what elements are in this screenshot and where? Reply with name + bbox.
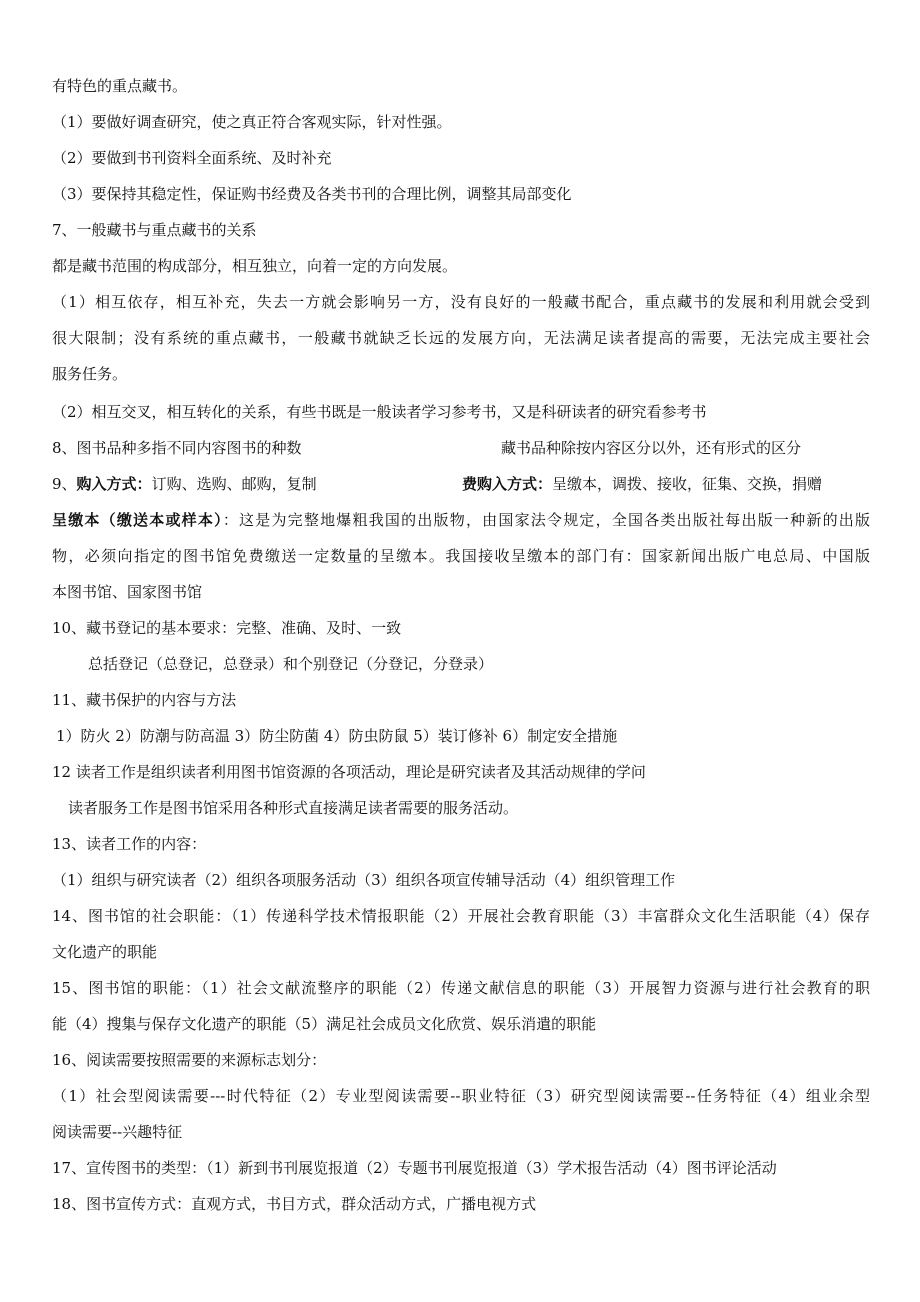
- text-line: （2）要做到书刊资料全面系统、及时补充: [52, 149, 332, 167]
- text-line: （3）要保持其稳定性，保证购书经费及各类书刊的合理比例，调整其局部变化: [52, 185, 572, 203]
- text-line: 1）防火 2）防潮与防高温 3）防尘防菌 4）防虫防鼠 5）装订修补 6）制定安全措施: [56, 727, 618, 745]
- bold-term: 费购入方式：: [462, 475, 553, 493]
- text-line: 总括登记（总登记，总登录）和个别登记（分登记，分登录）: [88, 655, 494, 673]
- text-segment-group: [462, 474, 822, 494]
- text-line: 文化遗产的职能: [52, 943, 158, 961]
- text-line: 17、宣传图书的类型：（1）新到书刊展览报道（2）专题书刊展览报道（3）学术报告活动（4）图书评论活动: [52, 1159, 777, 1177]
- text-line: （1）要做好调查研究，使之真正符合客观实际，针对性强。: [52, 113, 452, 131]
- text-line: （1）社会型阅读需要---时代特征（2）专业型阅读需要--职业特征（3）研究型阅读需要--任务特征（4）组业余型: [52, 1087, 870, 1105]
- text-line: 阅读需要--兴趣特征: [52, 1123, 183, 1141]
- text-line: 本图书馆、国家图书馆: [52, 583, 203, 601]
- text-line: （1）组织与研究读者（2）组织各项服务活动（3）组织各项宣传辅导活动（4）组织管理工作: [52, 871, 676, 889]
- text-segment: 9、: [52, 475, 77, 493]
- text-line: 有特色的重点藏书。: [52, 77, 188, 95]
- text-line: 14、图书馆的社会职能：（1）传递科学技术情报职能（2）开展社会教育职能（3）丰富群众文化生活职能（4）保存: [52, 907, 870, 925]
- text-line: （2）相互交叉，相互转化的关系，有些书既是一般读者学习参考书，又是科研读者的研究看参考书: [52, 403, 707, 421]
- text-segment: ：这是为完整地爆粗我国的出版物，由国家法令规定，全国各类出版社每出版一种新的出版: [222, 511, 870, 529]
- text-line: 18、图书宣传方式：直观方式，书目方式，群众活动方式，广播电视方式: [52, 1195, 537, 1213]
- text-line: 物，必须向指定的图书馆免费缴送一定数量的呈缴本。我国接收呈缴本的部门有：国家新闻出版广电总局、中国版: [52, 547, 870, 565]
- text-line: （1）相互依存，相互补充，失去一方就会影响另一方，没有良好的一般藏书配合，重点藏书的发展和利用就会受到: [52, 293, 870, 311]
- text-segment: 呈缴本，调拨、接收，征集、交换，捐赠: [552, 475, 823, 493]
- section-heading: 7、一般藏书与重点藏书的关系: [52, 221, 257, 239]
- bold-term: 购入方式：: [76, 475, 152, 493]
- text-line-two-column: [52, 438, 870, 458]
- text-segment: 订购、选购、邮购，复制: [151, 475, 317, 493]
- text-segment: 藏书品种除按内容区分以外，还有形式的区分: [501, 439, 802, 457]
- text-line: 能（4）搜集与保存文化遗产的职能（5）满足社会成员文化欣赏、娱乐消遣的职能: [52, 1015, 597, 1033]
- text-line: [52, 510, 870, 530]
- text-line: 12 读者工作是组织读者利用图书馆资源的各项活动，理论是研究读者及其活动规律的学问: [52, 763, 646, 781]
- text-line: 都是藏书范围的构成部分，相互独立，向着一定的方向发展。: [52, 257, 458, 275]
- section-heading: 16、阅读需要按照需要的来源标志划分：: [52, 1051, 327, 1069]
- text-line: 读者服务工作是图书馆采用各种形式直接满足读者需要的服务活动。: [68, 799, 519, 817]
- section-heading: 13、读者工作的内容：: [52, 835, 207, 853]
- text-line: 15、图书馆的职能：（1）社会文献流整序的职能（2）传递文献信息的职能（3）开展智力资源与进行社会教育的职: [52, 979, 870, 997]
- text-line: 服务任务。: [52, 365, 128, 383]
- text-line-two-column: [52, 474, 870, 494]
- text-line: 很大限制；没有系统的重点藏书，一般藏书就缺乏长远的发展方向，无法满足读者提高的需要，无法完成主要社会: [52, 329, 870, 347]
- section-heading: 11、藏书保护的内容与方法: [52, 691, 237, 709]
- section-heading: 10、藏书登记的基本要求：完整、准确、及时、一致: [52, 619, 402, 637]
- text-segment: 8、图书品种多指不同内容图书的种数: [52, 439, 302, 457]
- bold-term: 呈缴本（缴送本或样本）: [52, 511, 223, 529]
